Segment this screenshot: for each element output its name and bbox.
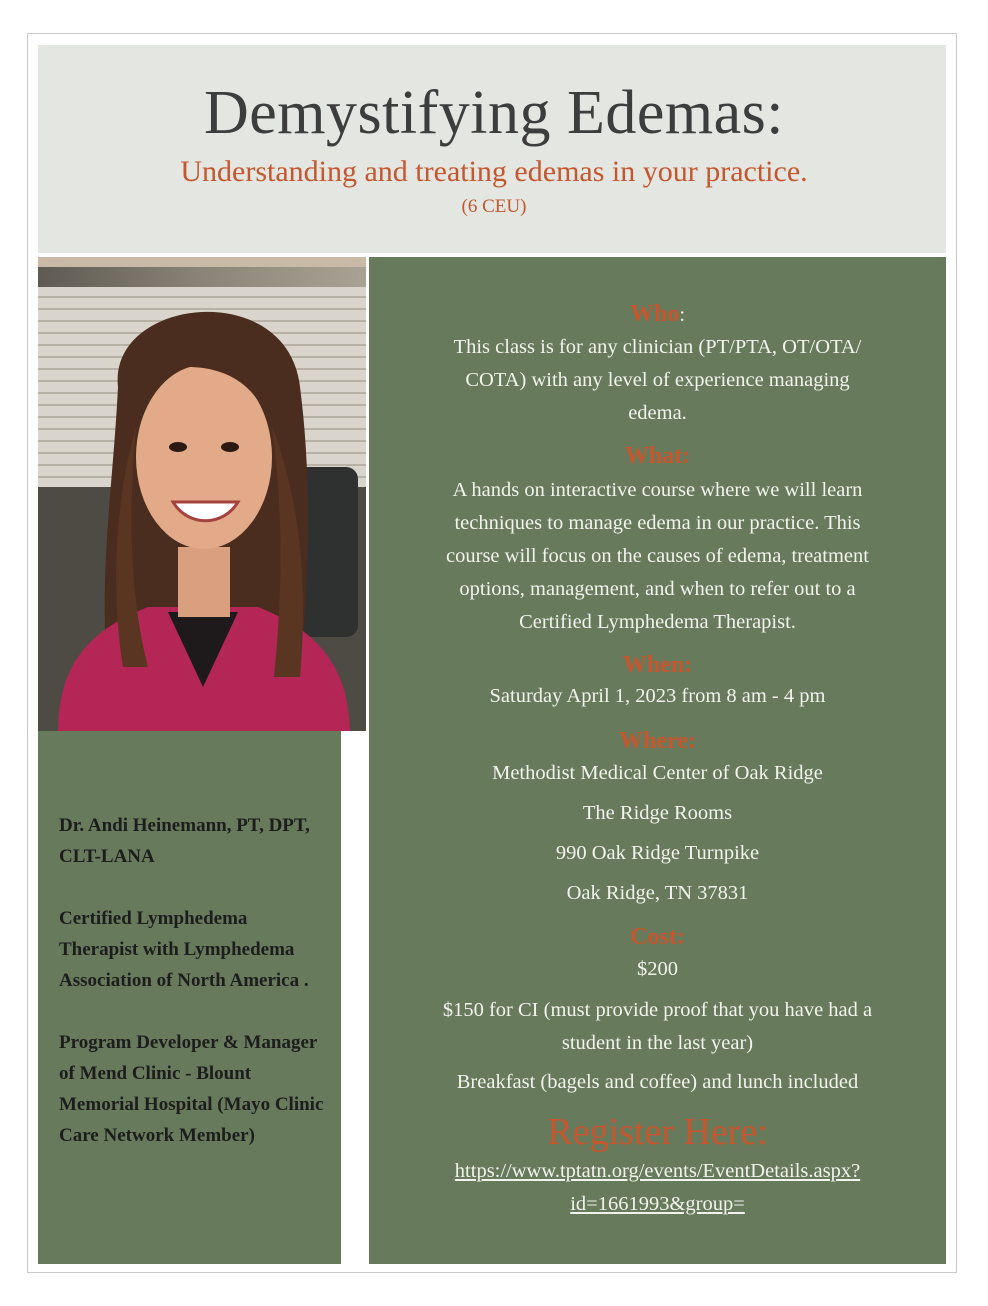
when-heading: When:: [622, 652, 693, 678]
register-link-line[interactable]: https://www.tptatn.org/events/EventDetails.aspx?: [454, 1160, 861, 1182]
presenter-photo: [38, 257, 366, 731]
when-text: Saturday April 1, 2023 from 8 am - 4 pm: [489, 685, 826, 707]
who-colon: :: [679, 304, 686, 326]
presenter-bio: [59, 810, 329, 1182]
presenter-portrait-image: [38, 257, 366, 731]
who-line: COTA) with any level of experience managing: [465, 369, 850, 391]
what-line: options, management, and when to refer out to a: [459, 578, 856, 600]
where-line: Oak Ridge, TN 37831: [566, 882, 749, 904]
who-heading: Who: [629, 301, 680, 327]
what-line: Certified Lymphedema Therapist.: [519, 611, 796, 633]
who-heading-row: [369, 301, 946, 328]
cost-meals: Breakfast (bagels and coffee) and lunch included: [456, 1071, 859, 1093]
register-heading: Register Here:: [547, 1111, 768, 1153]
who-line: This class is for any clinician (PT/PTA, OT/OTA/: [453, 336, 862, 358]
presenter-certification: Certified Lymphedema Therapist with Lymphedema Association of North America .: [59, 908, 309, 991]
register-link[interactable]: [369, 1155, 946, 1221]
cost-heading: Cost:: [630, 924, 685, 950]
page-title: Demystifying Edemas:: [204, 79, 784, 147]
details-panel: [369, 257, 946, 1264]
presenter-name: Dr. Andi Heinemann, PT, DPT, CLT-LANA: [59, 815, 310, 867]
presenter-panel: [38, 731, 341, 1264]
cost-price: $200: [637, 958, 678, 980]
where-line: 990 Oak Ridge Turnpike: [555, 842, 760, 864]
page-subtitle: Understanding and treating edemas in your practice.: [180, 155, 808, 188]
cost-ci-line: student in the last year): [561, 1032, 754, 1054]
cost-ci-line: $150 for CI (must provide proof that you have had a: [442, 999, 873, 1021]
where-line: The Ridge Rooms: [582, 802, 733, 824]
what-line: A hands on interactive course where we will learn: [452, 479, 863, 501]
what-line: techniques to manage edema in our practice. This: [454, 512, 861, 534]
presenter-role: Program Developer & Manager of Mend Clinic - Blount Memorial Hospital (Mayo Clinic Care Network Member): [59, 1032, 324, 1146]
header-banner: [38, 45, 946, 253]
who-text: [369, 331, 946, 430]
what-text: [369, 474, 946, 639]
what-line: course will focus on the causes of edema, treatment: [446, 545, 869, 567]
cost-ci-text: [369, 994, 946, 1060]
register-link-line[interactable]: id=1661993&group=: [570, 1193, 745, 1215]
where-heading: Where:: [619, 728, 696, 754]
what-heading: What:: [624, 443, 691, 469]
who-line: edema.: [628, 402, 687, 424]
ceu-label: (6 CEU): [461, 196, 527, 217]
where-line: Methodist Medical Center of Oak Ridge: [492, 762, 823, 784]
